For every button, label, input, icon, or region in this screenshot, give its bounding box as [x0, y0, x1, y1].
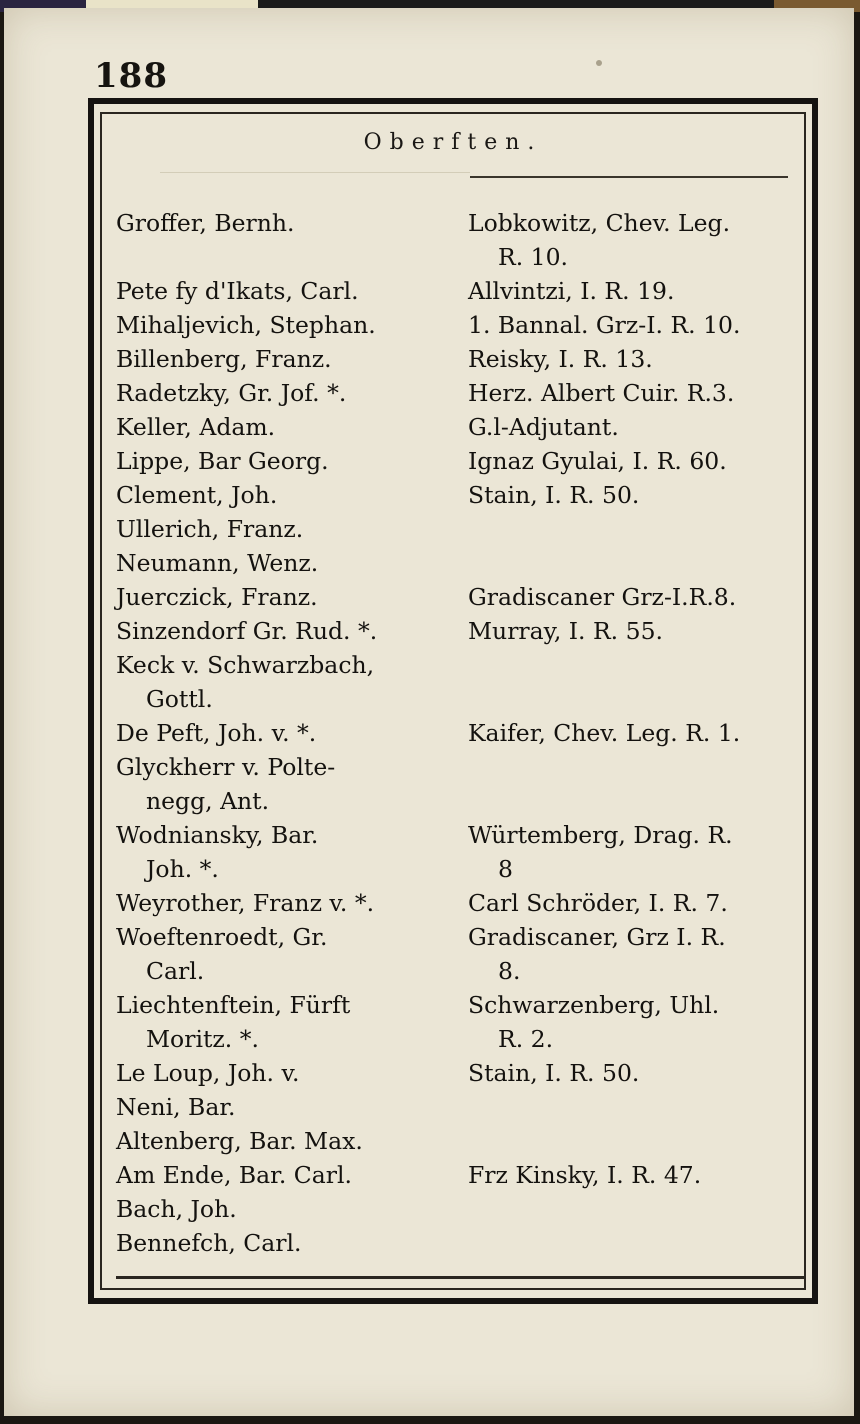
regiment-continuation: 8: [498, 855, 513, 883]
regiment-line: 1. Bannal. Grz-I. R. 10.: [468, 311, 741, 339]
officer-name-line: Billenberg, Franz.: [116, 345, 332, 373]
officer-name: [116, 988, 468, 1056]
officer-name-line: Wodniansky, Bar.: [116, 821, 319, 849]
regiment: [468, 1226, 808, 1260]
list-item: [116, 648, 806, 716]
regiment: [468, 886, 808, 920]
officer-name: [116, 444, 468, 478]
regiment-line: Herz. Albert Cuir. R.3.: [468, 379, 735, 407]
officer-list: [116, 206, 806, 1260]
regiment: [468, 512, 808, 546]
officer-name-line: Weyrother, Franz v. *.: [116, 889, 375, 917]
officer-name: [116, 376, 468, 410]
regiment-line: Allvintzi, I. R. 19.: [468, 277, 675, 305]
officer-name-line: Bennefch, Carl.: [116, 1229, 302, 1257]
list-item: [116, 1158, 806, 1192]
regiment: [468, 988, 808, 1056]
list-item: [116, 614, 806, 648]
regiment-line: Würtemberg, Drag. R.: [468, 821, 733, 849]
title-rule-left: [160, 172, 470, 173]
officer-name-line: Neumann, Wenz.: [116, 549, 319, 577]
regiment: [468, 274, 808, 308]
officer-name-line: Juerczick, Franz.: [116, 583, 318, 611]
regiment: [468, 716, 808, 750]
regiment-line: Lobkowitz, Chev. Leg.: [468, 209, 731, 237]
officer-name: [116, 342, 468, 376]
officer-name-line: Mihaljevich, Stephan.: [116, 311, 376, 339]
officer-name-line: Radetzky, Gr. Jof. *.: [116, 379, 347, 407]
page-number: 188: [94, 56, 168, 96]
regiment-line: Murray, I. R. 55.: [468, 617, 663, 645]
regiment-line: G.l-Adjutant.: [468, 413, 619, 441]
section-title: Oberften.: [363, 130, 543, 155]
officer-name-line: Am Ende, Bar. Carl.: [116, 1161, 352, 1189]
list-item: [116, 512, 806, 546]
regiment: [468, 308, 808, 342]
list-item: [116, 1226, 806, 1260]
officer-name-line: Liechtenftein, Fürft: [116, 991, 351, 1019]
regiment: [468, 478, 808, 512]
regiment: [468, 614, 808, 648]
regiment-line: Reisky, I. R. 13.: [468, 345, 653, 373]
list-item: [116, 444, 806, 478]
officer-name: [116, 920, 468, 988]
officer-name-line: Woeftenroedt, Gr.: [116, 923, 328, 951]
list-item: [116, 1124, 806, 1158]
list-item: [116, 886, 806, 920]
officer-name: [116, 410, 468, 444]
regiment-line: Schwarzenberg, Uhl.: [468, 991, 720, 1019]
regiment-line: Kaifer, Chev. Leg. R. 1.: [468, 719, 741, 747]
regiment: [468, 818, 808, 886]
officer-name-line: Altenberg, Bar. Max.: [116, 1127, 363, 1155]
regiment-continuation: 8.: [498, 957, 521, 985]
officer-name-line: Pete fy d'Ikats, Carl.: [116, 277, 359, 305]
list-item: [116, 308, 806, 342]
list-item: [116, 1056, 806, 1090]
officer-name-line: Ullerich, Franz.: [116, 515, 304, 543]
officer-name-continuation: negg, Ant.: [146, 787, 270, 815]
list-item: [116, 206, 806, 274]
officer-name: [116, 818, 468, 886]
list-item: [116, 716, 806, 750]
regiment: [468, 1158, 808, 1192]
regiment: [468, 410, 808, 444]
officer-name: [116, 750, 468, 818]
list-item: [116, 478, 806, 512]
officer-name-continuation: Carl.: [146, 957, 205, 985]
regiment-line: Gradiscaner, Grz I. R.: [468, 923, 726, 951]
officer-name: [116, 478, 468, 512]
list-item: [116, 818, 806, 886]
regiment: [468, 750, 808, 818]
regiment: [468, 920, 808, 988]
regiment: [468, 546, 808, 580]
officer-name: [116, 1192, 468, 1226]
officer-name: [116, 716, 468, 750]
regiment: [468, 206, 808, 274]
title-rule-right: [470, 176, 788, 178]
regiment: [468, 580, 808, 614]
regiment-line: Ignaz Gyulai, I. R. 60.: [468, 447, 727, 475]
officer-name-line: Bach, Joh.: [116, 1195, 237, 1223]
officer-name: [116, 1056, 468, 1090]
regiment-line: Stain, I. R. 50.: [468, 481, 640, 509]
regiment: [468, 376, 808, 410]
regiment-continuation: R. 2.: [498, 1025, 554, 1053]
officer-name-continuation: Moritz. *.: [146, 1025, 259, 1053]
officer-name-line: Lippe, Bar Georg.: [116, 447, 329, 475]
regiment: [468, 648, 808, 716]
list-item: [116, 1090, 806, 1124]
officer-name-line: De Peft, Joh. v. *.: [116, 719, 317, 747]
officer-name: [116, 206, 468, 274]
officer-name: [116, 1124, 468, 1158]
list-item: [116, 342, 806, 376]
officer-name: [116, 648, 468, 716]
officer-name-line: Keck v. Schwarzbach,: [116, 651, 375, 679]
regiment: [468, 1090, 808, 1124]
regiment-continuation: R. 10.: [498, 243, 569, 271]
officer-name: [116, 1090, 468, 1124]
officer-name: [116, 580, 468, 614]
officer-name: [116, 274, 468, 308]
officer-name-line: Keller, Adam.: [116, 413, 276, 441]
bottom-rule: [116, 1276, 806, 1279]
regiment: [468, 1056, 808, 1090]
officer-name: [116, 308, 468, 342]
list-item: [116, 750, 806, 818]
officer-name: [116, 1226, 468, 1260]
officer-name: [116, 614, 468, 648]
regiment: [468, 444, 808, 478]
list-item: [116, 546, 806, 580]
officer-name: [116, 1158, 468, 1192]
regiment-line: Frz Kinsky, I. R. 47.: [468, 1161, 702, 1189]
officer-name-line: Clement, Joh.: [116, 481, 278, 509]
list-item: [116, 988, 806, 1056]
regiment: [468, 1124, 808, 1158]
officer-name-line: Sinzendorf Gr. Rud. *.: [116, 617, 378, 645]
list-item: [116, 1192, 806, 1226]
regiment-line: Stain, I. R. 50.: [468, 1059, 640, 1087]
list-item: [116, 410, 806, 444]
list-item: [116, 274, 806, 308]
officer-name-line: Glyckherr v. Polte-: [116, 753, 336, 781]
list-item: [116, 376, 806, 410]
officer-name: [116, 546, 468, 580]
regiment: [468, 1192, 808, 1226]
officer-name-line: Le Loup, Joh. v.: [116, 1059, 300, 1087]
officer-name-line: Groffer, Bernh.: [116, 209, 295, 237]
ink-spot: [596, 60, 602, 66]
regiment: [468, 342, 808, 376]
officer-name-continuation: Joh. *.: [146, 855, 219, 883]
list-item: [116, 920, 806, 988]
regiment-line: Carl Schröder, I. R. 7.: [468, 889, 728, 917]
officer-name: [116, 512, 468, 546]
regiment-line: Gradiscaner Grz-I.R.8.: [468, 583, 737, 611]
officer-name-line: Neni, Bar.: [116, 1093, 236, 1121]
list-item: [116, 580, 806, 614]
officer-name: [116, 886, 468, 920]
officer-name-continuation: Gottl.: [146, 685, 213, 713]
